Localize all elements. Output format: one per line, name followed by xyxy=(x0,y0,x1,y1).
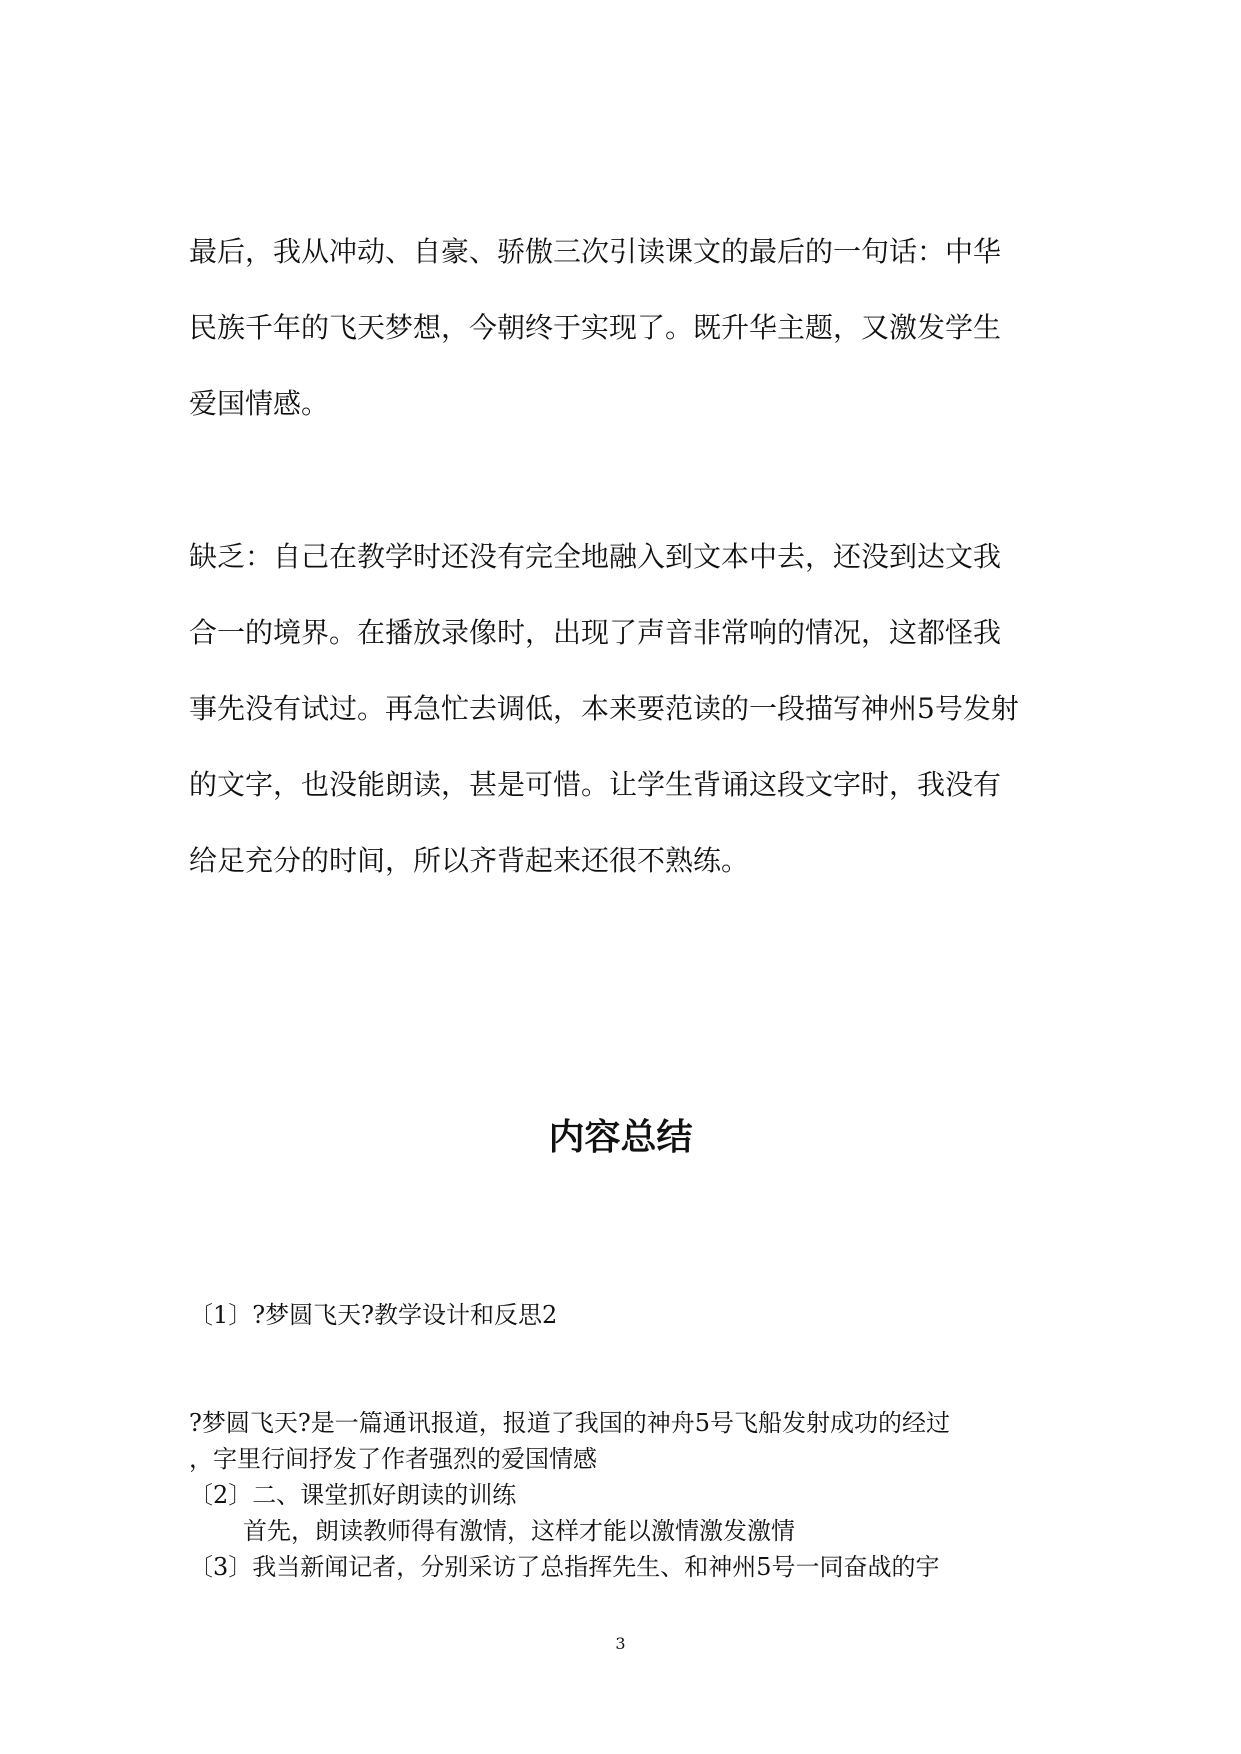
text-line: 给足充分的时间，所以齐背起来还很不熟练。 xyxy=(189,844,750,877)
paragraph-shortcomings xyxy=(189,519,1069,899)
text-line: 的文字，也没能朗读，甚是可惜。让学生背诵这段文字时，我没有 xyxy=(189,768,1002,801)
summary-line: ，字里行间抒发了作者强烈的爱国情感 xyxy=(189,1445,597,1473)
summary-item-1 xyxy=(189,1297,1069,1333)
text-line: 合一的境界。在播放录像时，出现了声音非常响的情况，这都怪我 xyxy=(189,616,1002,649)
text-line: 民族千年的飞天梦想，今朝终于实现了。既升华主题，又激发学生 xyxy=(189,311,1002,344)
summary-line: 首先，朗读教师得有激情，这样才能以激情激发激情 xyxy=(243,1517,795,1545)
text-line: 爱国情感。 xyxy=(189,387,330,420)
summary-body xyxy=(189,1405,1069,1585)
text-line: 缺乏：自己在教学时还没有完全地融入到文本中去，还没到达文我 xyxy=(189,540,1002,573)
text-line: 事先没有试过。再急忙去调低，本来要范读的一段描写神州5号发射 xyxy=(189,692,1019,725)
text-line: 最后，我从冲动、自豪、骄傲三次引读课文的最后的一句话：中华 xyxy=(189,235,1002,268)
page-number: 3 xyxy=(615,1634,626,1653)
paragraph-conclusion xyxy=(189,214,1069,442)
summary-line: 〔1〕?梦圆飞天?教学设计和反思2 xyxy=(189,1301,558,1329)
summary-line: 〔2〕二、课堂抓好朗读的训练 xyxy=(189,1481,517,1509)
summary-heading: 内容总结 xyxy=(548,1116,693,1158)
summary-line: ?梦圆飞天?是一篇通讯报道，报道了我国的神舟5号飞船发射成功的经过 xyxy=(189,1409,951,1437)
summary-line: 〔3〕我当新闻记者，分别采访了总指挥先生、和神州5号一同奋战的宇 xyxy=(189,1553,940,1581)
